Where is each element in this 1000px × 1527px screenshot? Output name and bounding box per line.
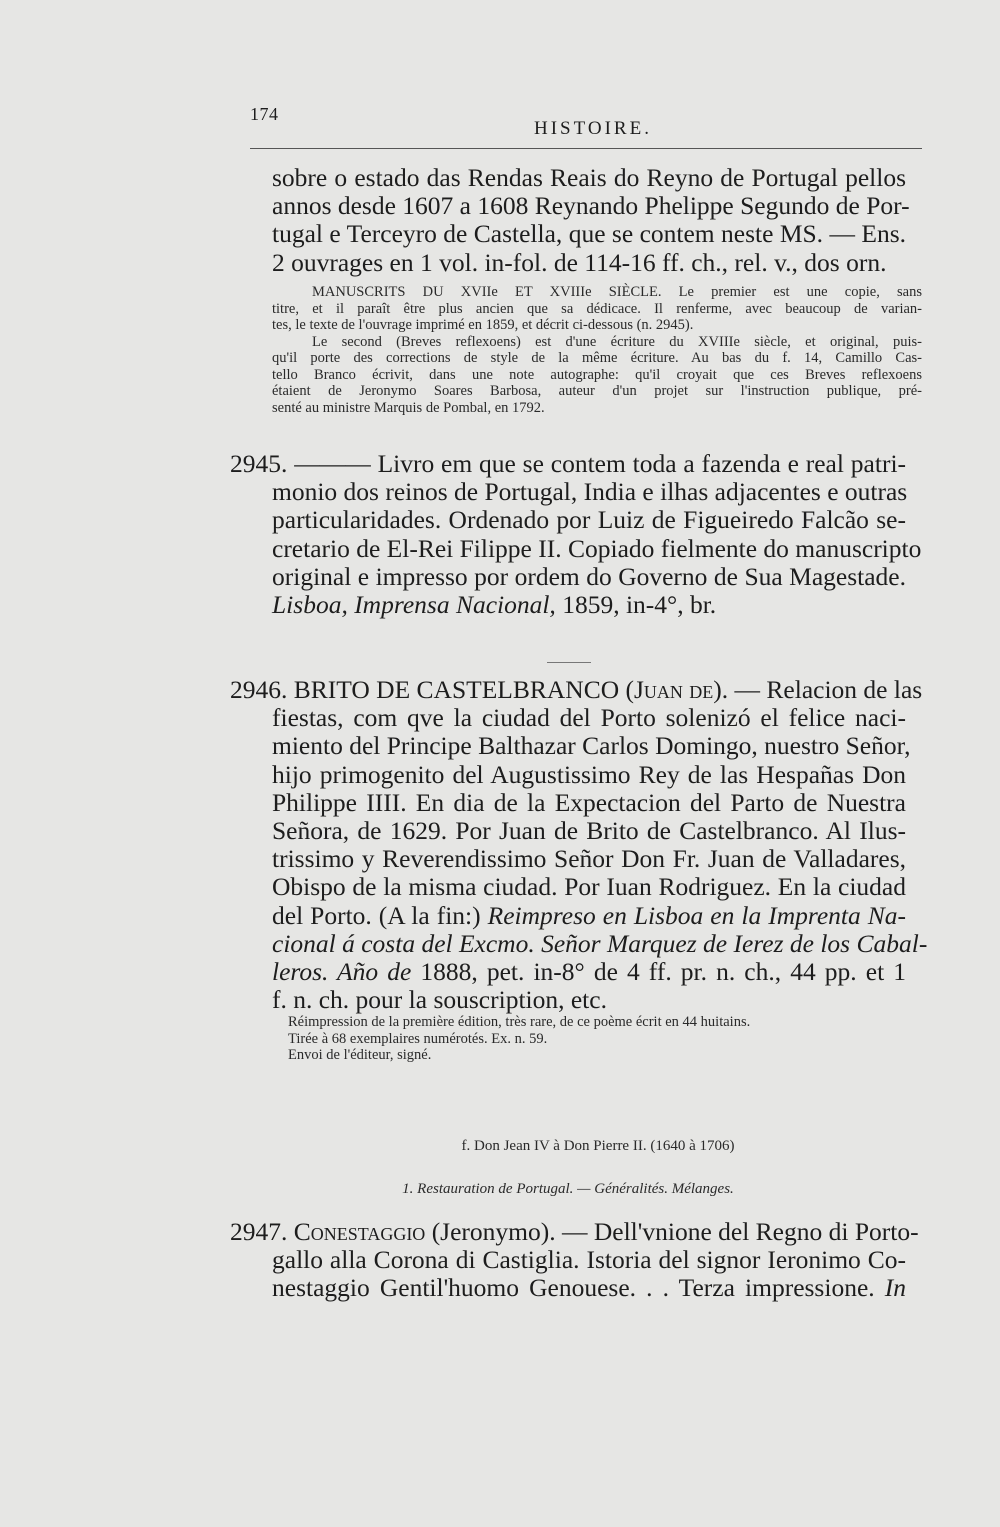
note-line: qu'il porte des corrections de style de la même écriture. Au bas du f. 14, Camillo Cas-	[272, 350, 922, 366]
note-line: étaient de Jeronymo Soares Barbosa, auteur d'un projet sur l'instruction publique, pré-	[272, 383, 922, 399]
text-line: hijo primogenito del Augustissimo Rey de las Hespañas Don	[272, 759, 906, 789]
imprint-italic: Lisboa, Imprensa Nacional,	[272, 590, 556, 620]
text-line: Livro em que se contem toda a fazenda e real patri-	[377, 449, 907, 478]
text-line: particularidades. Ordenado por Luiz de Figueiredo Falcão se-	[272, 505, 906, 535]
entry-2946	[230, 675, 928, 1015]
section-heading: f. Don Jean IV à Don Pierre II. (1640 à 1706)	[461, 1138, 735, 1154]
entry-number: 2946.	[230, 675, 288, 704]
text-line: 2 ouvrages en 1 vol. in-fol. de 114-16 ff. ch., rel. v., dos orn.	[272, 247, 887, 277]
entry-2944-continuation	[230, 163, 910, 277]
entry-2946-notes	[288, 1014, 888, 1064]
entry-dash: ———	[294, 449, 371, 478]
imprint-italic: Reimpreso en Lisboa en la Imprenta Na-	[487, 900, 907, 930]
text-line: trissimo y Reverendissimo Señor Don Fr. Juan de Valladares,	[272, 844, 906, 874]
imprint-details: 1859, in-4°, br.	[555, 590, 717, 620]
text-line: Philippe IIII. En dia de la Expectacion del Parto de Nuestra	[272, 787, 906, 817]
imprint-italic: cional á costa del Excmo. Señor Marquez de Ierez de los Cabal-	[272, 928, 928, 958]
text-line: del Porto. (A la fin:)	[272, 900, 488, 930]
text-line: — Relacion de las	[728, 675, 923, 704]
page-header	[250, 104, 922, 154]
text-line: (Jeronymo). — Dell'vnione del Regno di Porto-	[425, 1217, 919, 1246]
note-line: senté au ministre Marquis de Pombal, en 1792.	[272, 399, 545, 416]
text-line: original e impresso por ordem do Governo de Sua Magestade.	[272, 561, 906, 591]
imprint-italic: In	[884, 1273, 906, 1303]
note-line: MANUSCRITS DU XVIIe ET XVIIIe SIÈCLE. Le premier est une copie, sans	[312, 284, 922, 300]
text-line: cretario de El-Rei Filippe II. Copiado fielmente do manuscripto	[272, 533, 922, 563]
text-line: Señora, de 1629. Por Juan de Brito de Castelbranco. Al Ilus-	[272, 816, 906, 846]
entry-2947	[230, 1217, 919, 1303]
text-line: tugal e Terceyro de Castella, que se contem neste MS. — Ens.	[272, 219, 906, 249]
note-line: titre, et il paraît être plus ancien que sa dédicace. Il renferme, avec beaucoup de varian-	[272, 300, 922, 317]
text-line: sobre o estado das Rendas Reais do Reyno de Portugal pellos	[272, 163, 906, 192]
entry-number: 2945.	[230, 449, 288, 478]
note-line: Réimpression de la première édition, très rare, de ce poème écrit en 44 huitains.	[288, 1014, 751, 1030]
text-line: annos desde 1607 a 1608 Reynando Phelippe Segundo de Por-	[272, 191, 910, 221]
text-line: gallo alla Corona di Castiglia. Istoria del signor Ieronimo Co-	[272, 1245, 906, 1275]
text-line: nestaggio Gentil'huomo Genouese. . . Terza impressione.	[272, 1273, 885, 1303]
note-line: Envoi de l'éditeur, signé.	[288, 1047, 432, 1063]
note-line: Tirée à 68 exemplaires numérotés. Ex. n. 59.	[288, 1030, 548, 1047]
entry-author: BRITO DE CASTELBRANCO	[293, 675, 620, 704]
header-rule	[250, 148, 922, 149]
entry-2945	[230, 449, 922, 620]
note-line: Le second (Breves reflexoens) est d'une écriture du XVIIIe siècle, et original, puis-	[312, 333, 922, 350]
imprint-italic: leros. Año de	[272, 957, 412, 987]
entry-divider	[547, 662, 591, 663]
entry-author-given: (Juan de).	[625, 675, 729, 704]
entry-author: Conestaggio	[293, 1217, 426, 1246]
text-line: monio dos reinos de Portugal, India e ilhas adjacentes e outras	[272, 477, 908, 507]
text-line: miento del Principe Balthazar Carlos Domingo, nuestro Señor,	[272, 731, 911, 761]
section-subheading: 1. Restauration de Portugal. — Généralités. Mélanges.	[402, 1181, 734, 1197]
running-head: HISTOIRE.	[534, 118, 652, 139]
text-line: fiestas, com qve la ciudad del Porto solenizó el felice naci-	[272, 703, 906, 733]
text-line: Obispo de la misma ciudad. Por Iuan Rodriguez. En la ciudad	[272, 872, 906, 902]
entry-number: 2947.	[230, 1217, 288, 1246]
page-number: 174	[250, 104, 279, 124]
text-line: f. n. ch. pour la souscription, etc.	[272, 985, 607, 1015]
note-line: tello Branco écrivit, dans une note autographe: qu'il croyait que ces Breves reflexoens	[272, 366, 922, 383]
note-line: tes, le texte de l'ouvrage imprimé en 1859, et décrit ci-dessous (n. 2945).	[272, 317, 694, 333]
entry-2944-notes	[272, 284, 922, 416]
imprint-details: 1888, pet. in-8° de 4 ff. pr. n. ch., 44 pp. et 1	[411, 957, 906, 987]
